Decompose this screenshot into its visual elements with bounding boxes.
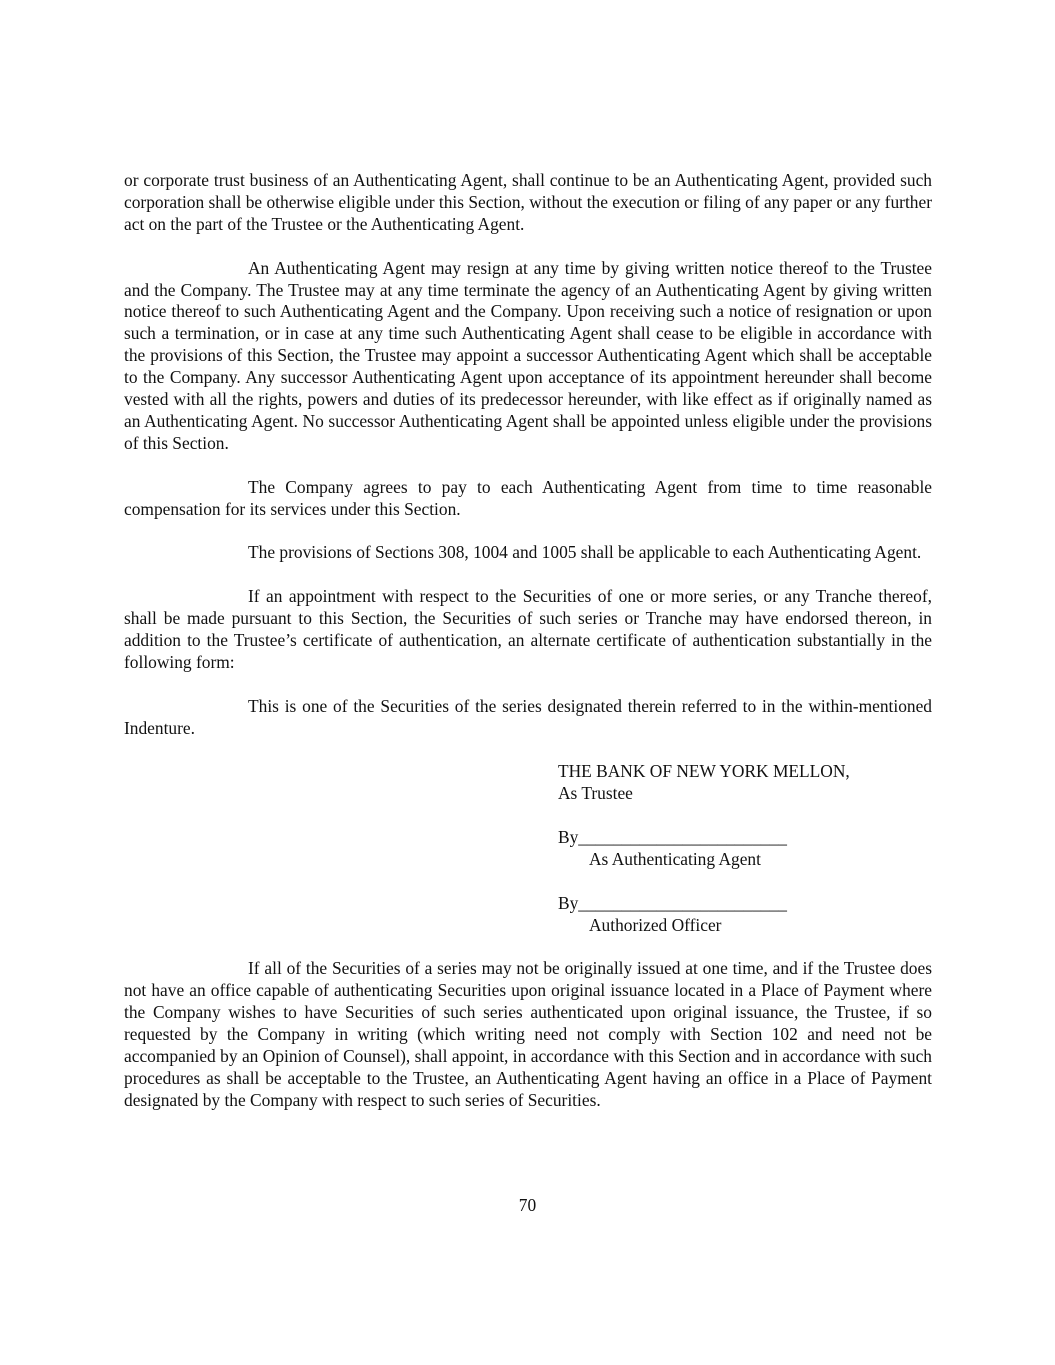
paragraph-compensation: The Company agrees to pay to each Authenticating Agent from time to time reasonable compensation for its services under this Section. — [124, 476, 932, 519]
signature-spacer — [558, 871, 932, 893]
paragraph-resignation: An Authenticating Agent may resign at any time by giving written notice thereof to the Trustee and the Company. The Trustee may at any time terminate the agency of an Authenticating Agent by giving written notice thereof to such Authenticating Agent and the Company. Upon receiving such a notice of resignation or upon such a termination, or in case at any time such Authenticating Agent shall cease to be eligible in accordance with the provisions of this Section, the Trustee may appoint a successor Authenticating Agent which shall be acceptable to the Company. Any successor Authenticating Agent upon acceptance of its appointment hereunder shall become vested with all the rights, powers and duties of its predecessor hereunder, with like effect as if originally named as an Authenticating Agent. No successor Authenticating Agent shall be appointed unless eligible under the provisions of this Section. — [124, 257, 932, 453]
paragraph-applicable-sections: The provisions of Sections 308, 1004 and 1005 shall be applicable to each Authenticating Agent. — [248, 542, 922, 563]
paragraph-continuation: or corporate trust business of an Authenticating Agent, shall continue to be an Authenticating Agent, provided such corporation shall be otherwise eligible under this Section, without the execution or filing of any paper or any further act on the part of the Trustee or the Authenticating Agent. — [124, 170, 932, 234]
document-body — [124, 170, 932, 1134]
signature-line-agent: By________________________ — [558, 827, 787, 848]
paragraph-place-of-payment: If all of the Securities of a series may not be originally issued at one time, and if the Trustee does not have an office capable of authenticating Securities upon original issuance located in a Place of Payment where the Company wishes to have Securities of such series authenticated upon original issuance, the Trustee, if so requested by the Company in writing (which writing need not comply with Section 102 and need not be accompanied by an Opinion of Counsel), shall appoint, in accordance with this Section and in accordance with such procedures as shall be acceptable to the Trustee, an Authenticating Agent having an office in a Place of Payment designated by the Company with respect to such series of Securities. — [124, 958, 932, 1110]
signature-caption-officer: Authorized Officer — [589, 914, 722, 935]
trustee-name: THE BANK OF NEW YORK MELLON, — [558, 761, 850, 782]
signature-block — [558, 761, 932, 936]
paragraph-certificate-form: This is one of the Securities of the series designated therein referred to in the within-mentioned Indenture. — [124, 695, 932, 738]
page-number: 70 — [518, 1195, 537, 1215]
signature-line-officer: By________________________ — [558, 892, 787, 913]
paragraph-appointment: If an appointment with respect to the Securities of one or more series, or any Tranche thereof, shall be made pursuant to this Section, the Securities of such series or Tranche may have endorsed thereon, in addition to the Trustee’s certificate of authentication, an alternate certificate of authentication substantially in the following form: — [124, 586, 932, 672]
signature-caption-agent: As Authenticating Agent — [589, 848, 761, 869]
signature-spacer — [558, 805, 932, 827]
trustee-role: As Trustee — [558, 783, 633, 804]
